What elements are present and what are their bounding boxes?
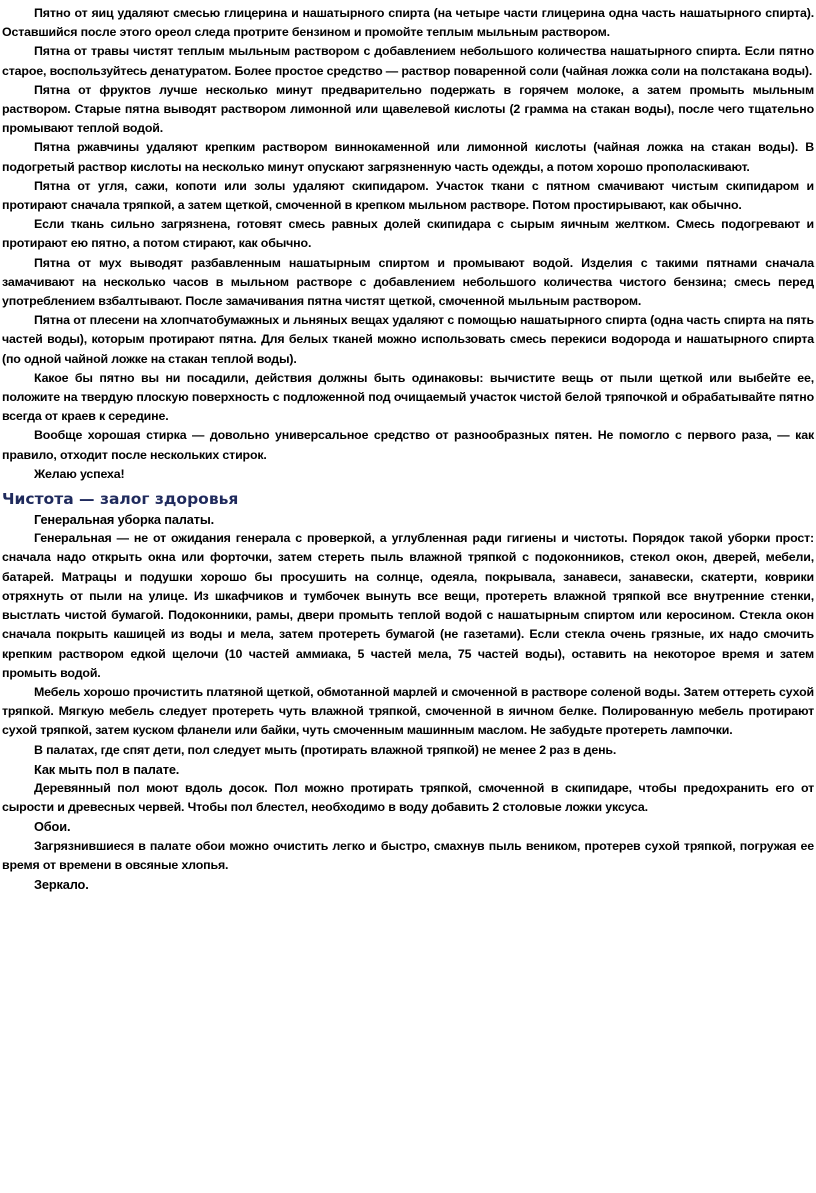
paragraph-mold: Пятна от плесени на хлопчатобумажных и льняных вещах удаляют с помощью нашатырного спирта (одна часть спирта на пять частей воды), которым протирают пятна. Для белых тканей можно использовать смесь перекиси водорода и нашатырного спирта (по одной чайной ложке на стакан теплой воды).: [2, 313, 814, 366]
heading-floor: Как мыть пол в палате.: [34, 761, 180, 777]
paragraph-general-cleaning-1: Генеральная — не от ожидания генерала с проверкой, а углубленная ради гигиены и чистоты. Порядок такой уборки прост: сначала надо открыть окна или форточки, затем стереть пыль влажной тряпкой с подоконников, стекол окон, дверей, мебели, батарей. Матрацы и подушки хорошо бы просушить на солнце, одеяла, покрывала, занавеси, занавески, скатерти, коврики отряхнуть от пыли на улице. Из шкафчиков и тумбочек вынуть все вещи, протереть влажной тряпкой все внутренние стенки, выстлать чистой бумагой. Подоконники, рамы, двери промыть теплой водой с нашатырным спиртом или керосином. Стекла окон сначала покрыть кашицей из воды и мела, затем протереть бумагой (не газетами). Если стекла очень грязные, их надо смочить крепким раствором едкой щелочи (10 частей аммиака, 5 частей мела, 75 частей воды), оставить на некоторое время и затем промыть водой.: [2, 531, 814, 680]
paragraph-flies: Пятна от мух выводят разбавленным нашатырным спиртом и промывают водой. Изделия с такими пятнами сначала замачивают на несколько часов в мыльном растворе с добавлением небольшого количества чистого бензина; смесь перед употреблением взбалтывают. После замачивания пятна чистят щеткой, смоченной мыльным раствором.: [2, 255, 814, 309]
paragraph-wallpaper: Загрязнившиеся в палате обои можно очистить легко и быстро, смахнув пыль веником, протерев сухой тряпкой, погружая ее время от времени в овсяные хлопья.: [2, 838, 814, 872]
paragraph-general-cleaning-3: В палатах, где спят дети, пол следует мыть (протирать влажной тряпкой) не менее 2 раз в день.: [34, 742, 617, 757]
paragraph-heavy-dirt: Если ткань сильно загрязнена, готовят смесь равных долей скипидара с сырым яичным желтком. Смесь подогревают и протирают ею пятно, а потом стирают, как обычно.: [2, 217, 814, 251]
heading-wallpaper: Обои.: [34, 819, 71, 835]
heading-mirror: Зеркало.: [34, 876, 89, 892]
paragraph-soot: Пятна от угля, сажи, копоти или золы удаляют скипидаром. Участок ткани с пятном смачивают чистым скипидаром и протирают сначала тряпкой, а затем щеткой, смоченной в крепком мыльном растворе. Потом простирывают, как обычно.: [2, 178, 814, 213]
paragraph-grass: Пятна от травы чистят теплым мыльным раствором с добавлением небольшого количества нашатырного спирта. Если пятно старое, воспользуйтесь денатуратом. Более простое средство — раствор поваренной соли (чайная ложка соли на полстакана воды).: [2, 44, 814, 78]
paragraph-washing: Вообще хорошая стирка — довольно универсальное средство от разнообразных пятен. Не помогло с первого раза, — как правило, отходит после нескольких стирок.: [2, 428, 814, 462]
paragraph-floor: Деревянный пол моют вдоль досок. Пол можно протирать тряпкой, смоченной в скипидаре, чтобы предохранить его от сырости и древесных червей. Чтобы пол блестел, необходимо в воду добавить 2 столовые ложки уксуса.: [2, 780, 814, 815]
paragraph-general-rule: Какое бы пятно вы ни посадили, действия должны быть одинаковы: вычистите вещь от пыли щеткой или выбейте ее, положите на твердую плоскую поверхность с подложенной под очищаемый участок чистой белой тряпочкой и обрабатывайте пятно всегда от краев к середине.: [2, 370, 814, 424]
paragraph-fruit: Пятна от фруктов лучше несколько минут предварительно подержать в горячем молоке, а затем промыть мыльным раствором. Старые пятна выводят раствором лимонной или щавелевой кислоты (2 грамма на стакан воды), после чего тщательно промывают теплой водой.: [2, 82, 814, 136]
paragraph-eggs: Пятно от яиц удаляют смесью глицерина и нашатырного спирта (на четыре части глицерина одна часть нашатырного спирта). Оставшийся после этого ореол следа протрите бензином и промойте теплым мыльным раствором.: [2, 6, 814, 40]
heading-general-cleaning: Генеральная уборка палаты.: [34, 512, 215, 528]
paragraph-general-cleaning-2: Мебель хорошо прочистить платяной щеткой, обмотанной марлей и смоченной в растворе соленой воды. Затем оттереть сухой тряпкой. Мягкую мебель следует протереть чуть влажной тряпкой, смоченной в яичном белке. Полированную мебель протирают сухой тряпкой, затем куском фланели или байки, чуть смоченным машинным маслом. Не забудьте протереть лампочки.: [2, 684, 814, 738]
paragraph-rust: Пятна ржавчины удаляют крепким раствором виннокаменной или лимонной кислоты (чайная ложка на стакан воды). В подогретый раствор кислоты на несколько минут опускают загрязненную часть одежды, а потом хорошо прополаскивают.: [2, 140, 814, 174]
section-title: Чистота — залог здоровья: [2, 490, 239, 509]
closing-line: Желаю успеха!: [34, 466, 125, 481]
